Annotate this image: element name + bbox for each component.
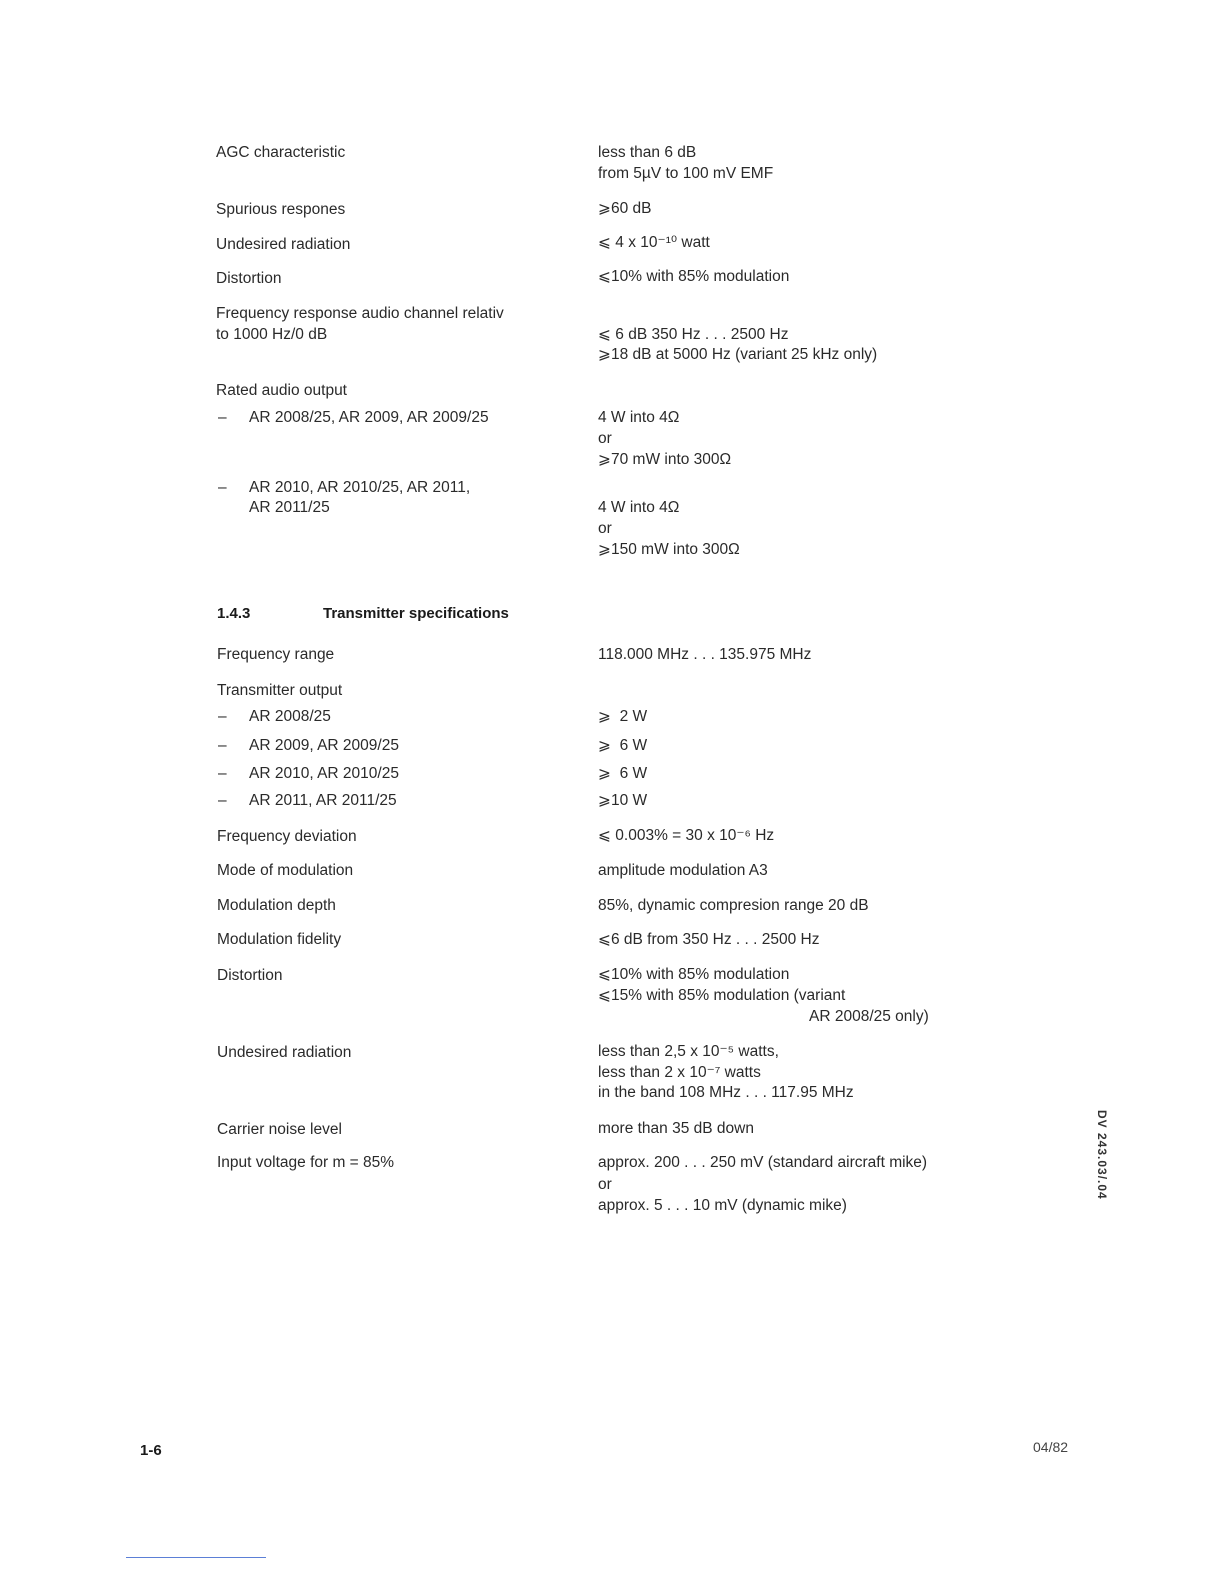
tx-output-value: ⩾10 W xyxy=(598,792,648,809)
rx-radiation-label: Undesired radiation xyxy=(216,236,351,253)
freq-range-label: Frequency range xyxy=(217,646,335,663)
spurious-label: Spurious respones xyxy=(216,201,346,218)
tx-output-dash: – xyxy=(218,792,227,809)
rx-distortion-value: ⩽10% with 85% modulation xyxy=(598,268,790,285)
agc-value-1: less than 6 dB xyxy=(598,144,697,161)
freq-response-value-1: ⩽ 6 dB 350 Hz . . . 2500 Hz xyxy=(598,326,789,343)
tx-radiation-value-1: less than 2,5 x 10⁻⁵ watts, xyxy=(598,1043,779,1060)
tx-output-value: ⩾ 6 W xyxy=(598,737,648,754)
tx-output-label: Transmitter output xyxy=(217,682,343,699)
mode-label: Mode of modulation xyxy=(217,862,354,879)
group2-value-2: or xyxy=(598,520,612,537)
freq-response-label-1: Frequency response audio channel relativ xyxy=(216,305,504,322)
group1-value-2: or xyxy=(598,430,612,447)
tx-radiation-label: Undesired radiation xyxy=(217,1044,352,1061)
tx-output-model: AR 2010, AR 2010/25 xyxy=(249,765,399,782)
tx-output-dash: – xyxy=(218,737,227,754)
freq-response-value-2: ⩾18 dB at 5000 Hz (variant 25 kHz only) xyxy=(598,346,878,363)
footer-date: 04/82 xyxy=(1033,1439,1069,1455)
tx-output-value: ⩾ 2 W xyxy=(598,708,648,725)
noise-value: more than 35 dB down xyxy=(598,1120,754,1137)
rx-radiation-value: ⩽ 4 x 10⁻¹⁰ watt xyxy=(598,234,710,251)
agc-label: AGC characteristic xyxy=(216,144,346,161)
tx-output-dash: – xyxy=(218,765,227,782)
tx-output-model: AR 2009, AR 2009/25 xyxy=(249,737,399,754)
deviation-label: Frequency deviation xyxy=(217,828,357,845)
group1-dash: – xyxy=(218,409,227,426)
tx-output-value: ⩾ 6 W xyxy=(598,765,648,782)
tx-output-model: AR 2011, AR 2011/25 xyxy=(249,792,397,809)
noise-label: Carrier noise level xyxy=(217,1121,342,1138)
group2-value-3: ⩾150 mW into 300Ω xyxy=(598,541,740,558)
freq-response-label-2: to 1000 Hz/0 dB xyxy=(216,326,328,343)
freq-range-value: 118.000 MHz . . . 135.975 MHz xyxy=(598,646,812,663)
mode-value: amplitude modulation A3 xyxy=(598,862,768,879)
section-title: Transmitter specifications xyxy=(323,605,509,622)
group2-label-2: AR 2011/25 xyxy=(249,499,330,516)
tx-output-model: AR 2008/25 xyxy=(249,708,331,725)
rx-distortion-label: Distortion xyxy=(216,270,282,287)
tx-distortion-value-1: ⩽10% with 85% modulation xyxy=(598,966,790,983)
tx-radiation-value-3: in the band 108 MHz . . . 117.95 MHz xyxy=(598,1084,854,1101)
tx-distortion-label: Distortion xyxy=(217,967,283,984)
section-number: 1.4.3 xyxy=(217,605,251,622)
page-number: 1-6 xyxy=(140,1442,162,1459)
tx-distortion-value-3: AR 2008/25 only) xyxy=(809,1008,929,1025)
spurious-value: ⩾60 dB xyxy=(598,200,652,217)
group1-value-1: 4 W into 4Ω xyxy=(598,409,680,426)
depth-value: 85%, dynamic compresion range 20 dB xyxy=(598,897,869,914)
rated-output-label: Rated audio output xyxy=(216,382,347,399)
footer-rule xyxy=(126,1557,266,1558)
tx-distortion-value-2: ⩽15% with 85% modulation (variant xyxy=(598,987,846,1004)
fidelity-value: ⩽6 dB from 350 Hz . . . 2500 Hz xyxy=(598,931,820,948)
tx-radiation-value-2: less than 2 x 10⁻⁷ watts xyxy=(598,1064,761,1081)
group2-value-1: 4 W into 4Ω xyxy=(598,499,680,516)
input-voltage-label: Input voltage for m = 85% xyxy=(217,1154,395,1171)
agc-value-2: from 5µV to 100 mV EMF xyxy=(598,165,774,182)
input-voltage-value-2: or xyxy=(598,1176,612,1193)
group1-label: AR 2008/25, AR 2009, AR 2009/25 xyxy=(249,409,489,426)
group2-label-1: AR 2010, AR 2010/25, AR 2011, xyxy=(249,479,471,496)
input-voltage-value-1: approx. 200 . . . 250 mV (standard aircraft mike) xyxy=(598,1154,928,1171)
fidelity-label: Modulation fidelity xyxy=(217,931,342,948)
tx-output-dash: – xyxy=(218,708,227,725)
document-id: DV 243.03/.04 xyxy=(1095,1110,1109,1200)
depth-label: Modulation depth xyxy=(217,897,336,914)
group1-value-3: ⩾70 mW into 300Ω xyxy=(598,451,732,468)
group2-dash: – xyxy=(218,479,227,496)
input-voltage-value-3: approx. 5 . . . 10 mV (dynamic mike) xyxy=(598,1197,847,1214)
deviation-value: ⩽ 0.003% = 30 x 10⁻⁶ Hz xyxy=(598,827,775,844)
